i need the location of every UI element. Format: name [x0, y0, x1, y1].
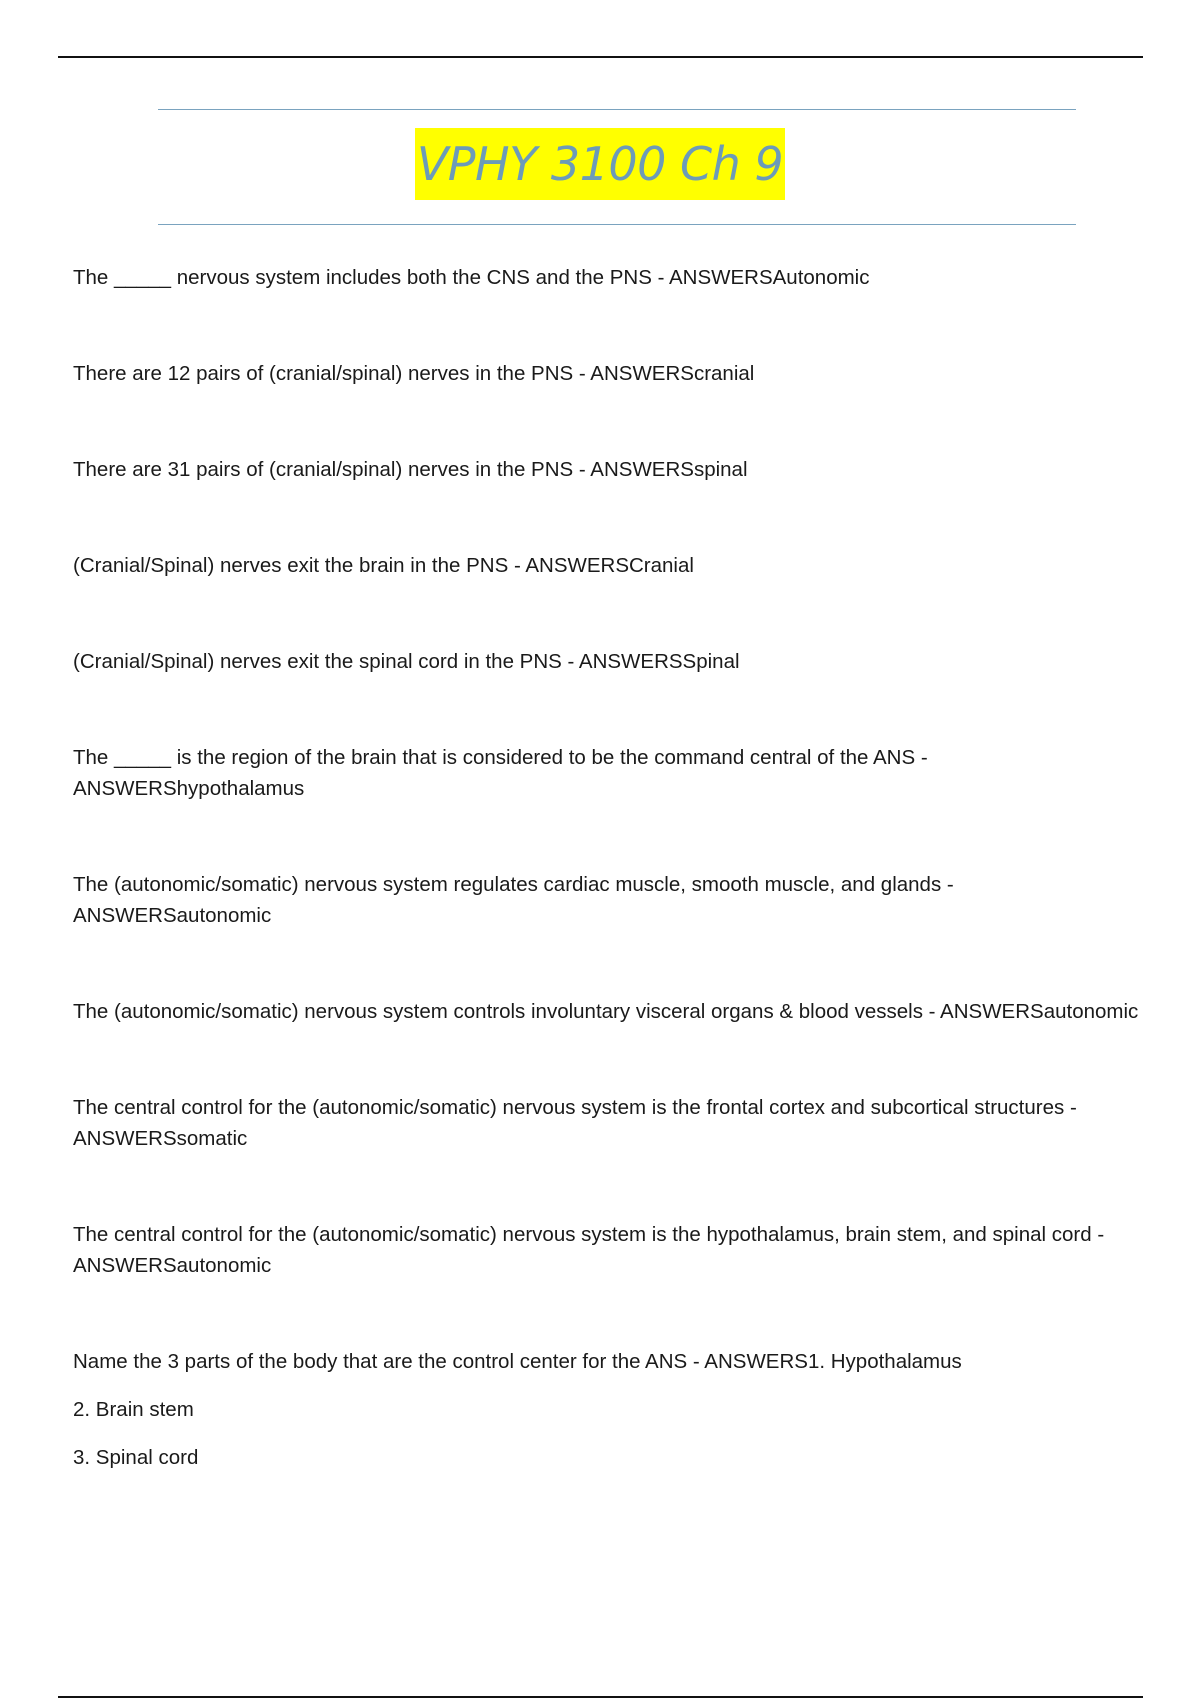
qa-line: Name the 3 parts of the body that are the control center for the ANS - ANSWERS1. Hypothalamus — [73, 1350, 962, 1373]
qa-item-list-answer — [73, 1346, 1143, 1473]
document-title: VPHY 3100 Ch 9 — [415, 128, 785, 200]
page-top-rule — [58, 56, 1143, 58]
title-block — [0, 128, 1200, 200]
qa-item: The central control for the (autonomic/somatic) nervous system is the hypothalamus, brain stem, and spinal cord - ANSWERSautonomic — [73, 1223, 1105, 1277]
qa-item: The central control for the (autonomic/somatic) nervous system is the frontal cortex and subcortical structures - ANSWERSsomatic — [73, 1096, 1077, 1150]
qa-item: The _____ is the region of the brain that is considered to be the command central of the ANS - ANSWERShypothalamus — [73, 746, 928, 800]
qa-line: 2. Brain stem — [73, 1398, 194, 1421]
qa-item: The (autonomic/somatic) nervous system regulates cardiac muscle, smooth muscle, and glands - ANSWERSautonomic — [73, 873, 954, 927]
qa-item: There are 12 pairs of (cranial/spinal) nerves in the PNS - ANSWERScranial — [73, 362, 755, 385]
qa-item: (Cranial/Spinal) nerves exit the brain in the PNS - ANSWERSCranial — [73, 554, 694, 577]
qa-item: The (autonomic/somatic) nervous system controls involuntary visceral organs & blood vessels - ANSWERSautonomic — [73, 1000, 1139, 1023]
qa-item: The _____ nervous system includes both the CNS and the PNS - ANSWERSAutonomic — [73, 266, 870, 289]
qa-item: (Cranial/Spinal) nerves exit the spinal cord in the PNS - ANSWERSSpinal — [73, 650, 740, 673]
question-answer-list — [73, 262, 1143, 1473]
qa-line: 3. Spinal cord — [73, 1446, 199, 1469]
page-bottom-rule — [58, 1696, 1143, 1698]
qa-item: There are 31 pairs of (cranial/spinal) nerves in the PNS - ANSWERSspinal — [73, 458, 748, 481]
title-lower-rule — [158, 224, 1076, 225]
title-upper-rule — [158, 109, 1076, 110]
